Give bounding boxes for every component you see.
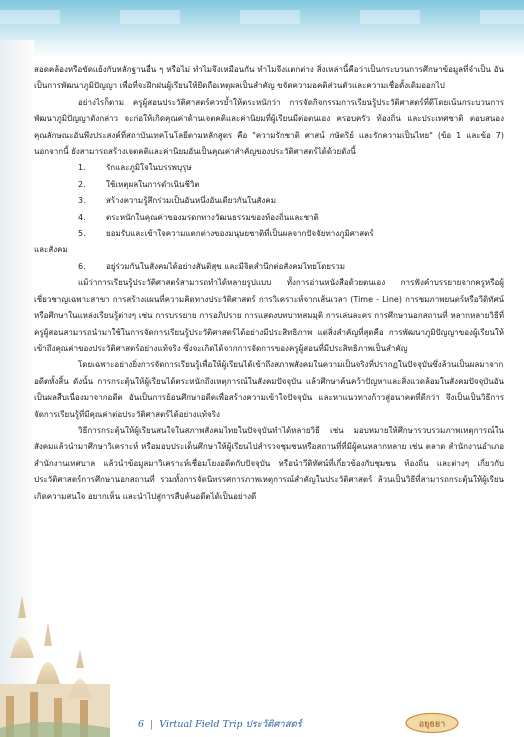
list-item	[34, 193, 504, 209]
list-item	[34, 210, 504, 226]
list-item-continuation: และสังคม	[34, 245, 68, 255]
list-text: ใช้เหตุผลในการดำเนินชีวิต	[106, 179, 200, 189]
list-text: ยอมรับและเข้าใจความแตกต่างของมนุษยชาติที่เป็นผลจากปัจจัยทางภูมิศาสตร์	[106, 229, 374, 239]
list-number: 2.	[78, 179, 86, 189]
temple-icon	[0, 588, 130, 737]
list-text: รักและภูมิใจในบรรพบุรุษ	[106, 163, 192, 173]
body-text	[34, 62, 504, 505]
list-number: 4.	[78, 212, 86, 222]
badge-text: อยุธยา	[418, 719, 446, 730]
footer-separator: |	[150, 718, 154, 730]
footer-title: Virtual Field Trip ประวัติศาสตร์	[159, 718, 302, 730]
list-text: สร้างความรู้สึกร่วมเป็นอันหนึ่งอันเดียวกันในสังคม	[106, 196, 276, 206]
list-number: 6.	[78, 261, 86, 271]
header-decorative-band	[0, 0, 524, 58]
list-number: 3.	[78, 196, 86, 206]
paragraph: แม้ว่าการเรียนรู้ประวัติศาสตร์สามารถทำได้หลายรูปแบบ ทั้งการอ่านหนังสือด้วยตนเอง การฟังคำบรรยายจากครูหรือผู้เชี่ยวชาญเฉพาะสาขา การสร้างแผนที่ความคิดทางประวัติศาสตร์ การวิเคราะห์จากเส้นเวลา (Time - Line) การชมภาพยนตร์หรือวีดิทัศน์ หรือศึกษาในแหล่งเรียนรู้ต่างๆ เช่น การบรรยาย การอภิปราย การแสดงบทบาทสมมุติ การเล่นละคร การศึกษานอกสถานที่ หลากหลายวิธีที่ครูผู้สอนสามารถนำมาใช้ในการจัดการเรียนรู้ประวัติศาสตร์ได้อย่างมีประสิทธิภาพ แต่สิ่งสำคัญที่สุดคือ การพัฒนาภูมิปัญญาของผู้เรียนให้เข้าถึงคุณค่าของประวัติศาสตร์อย่างแท้จริง ซึ่งจะเกิดได้จากการจัดการของครูผู้สอนที่มีประสิทธิภาพเป็นสำคัญ	[34, 278, 504, 353]
page-footer	[138, 715, 302, 733]
values-list-continued	[34, 259, 504, 275]
paragraph: วิธีการกระตุ้นให้ผู้เรียนสนใจในสภาพสังคมไทยในปัจจุบันทำได้หลายวิธี เช่น มอบหมายให้ศึกษารวบรวมภาพเหตุการณ์ในสังคมแล้วนำมาศึกษาวิเคราะห์ หรือมอบประเด็นศึกษาให้ผู้เรียนไปสำรวจชุมชนหรือสถานที่ที่มีผู้คนหลากหลาย เช่น ตลาด สำนักงานอำเภอ สำนักงานเทศบาล แล้วนำข้อมูลมาวิเคราะห์เชื่อมโยงอดีตกับปัจจุบัน หรือนำวีดิทัศน์ที่เกี่ยวข้องกับชุมชน ท้องถิ่น และต่างๆ เกี่ยวกับประวัติศาสตร์การศึกษานอกสถานที่ รวมทั้งการจัดนิทรรศการภาพเหตุการณ์สำคัญในประวัติศาสตร์ ล้วนเป็นวิธีที่สามารถกระตุ้นให้ผู้เรียนเกิดความสนใจ อยากเห็น และนำไปสู่การสืบค้นอดีตได้เป็นอย่างดี	[34, 425, 504, 501]
list-text: อยู่ร่วมกันในสังคมได้อย่างสันติสุข และมีจิตสำนึกต่อสังคมไทยโดยรวม	[106, 261, 346, 271]
list-item	[34, 177, 504, 193]
paragraph: อย่างไรก็ตาม ครูผู้สอนประวัติศาสตร์ควรย้ำให้ตระหนักว่า การจัดกิจกรรมการเรียนรู้ประวัติศาสตร์ที่ดีโดยเน้นกระบวนการพัฒนาภูมิปัญญาดังกล่าว จะก่อให้เกิดคุณค่าด้านเจตคติและค่านิยมที่ผู้เรียนมีต่อตนเอง ครอบครัว ท้องถิ่น และประเทศชาติ ตอบสนองคุณลักษณะอันพึงประสงค์ที่สถาบันเทคโนโลยีตามหลักสูตร คือ "ความรักชาติ ศาสน์ กษัตริย์ และรักความเป็นไทย" (ข้อ 1 และข้อ 7) นอกจากนี้ ยังสามารถสร้างเจตคติและค่านิยมอันเป็นคุณค่าสำคัญของประวัติศาสตร์ได้ด้วยดังนี้	[34, 97, 504, 157]
paragraph: สอดคล้องหรือขัดแย้งกับหลักฐานอื่น ๆ หรือไม่ ทำไมจึงเหมือนกัน ทำไมจึงแตกต่าง สิ่งเหล่านี้คือว่าเป็นกระบวนการศึกษาข้อมูลที่จำเป็น อันเป็นการพัฒนาภูมิปัญญา เพื่อที่จะฝึกฝนผู้เรียนให้ยึดถือเหตุผลเป็นสำคัญ ขจัดความอคติส่วนตัวและความเชื่อดั้งเดิมออกไป	[34, 65, 504, 91]
values-list	[34, 160, 504, 242]
list-item	[34, 259, 504, 275]
list-item	[34, 160, 504, 176]
ayutthaya-logo-icon	[404, 712, 460, 734]
paragraph: โดยเฉพาะอย่างยิ่งการจัดการเรียนรู้เพื่อให้ผู้เรียนได้เข้าถึงสภาพสังคมในความเป็นจริงที่ปรากฏในปัจจุบันซึ่งล้วนเป็นผลมาจากอดีตทั้งสิ้น ดังนั้น การกระตุ้นให้ผู้เรียนได้ตระหนักถึงเหตุการณ์ในสังคมปัจจุบัน แล้วศึกษาค้นคว้าปัญหาและสิ่งแวดล้อมในสังคมปัจจุบันอันเป็นผลสืบเนื่องมาจากอดีต อันเป็นการย้อนศึกษาอดีตเพื่อสร้างความเข้าใจปัจจุบัน และหาแนวทางก้าวสู่อนาคตที่ดีกว่า จึงเป็นเป็นวิธีการจัดการเรียนรู้ที่มีคุณค่าต่อประวัติศาสตร์ได้อย่างแท้จริง	[34, 360, 504, 419]
list-text: ตระหนักในคุณค่าของมรดกทางวัฒนธรรมของท้องถิ่นและชาติ	[106, 212, 319, 222]
list-item	[34, 226, 504, 242]
list-number: 1.	[78, 163, 86, 173]
page-number: 6	[138, 718, 145, 730]
list-number: 5.	[78, 229, 86, 239]
